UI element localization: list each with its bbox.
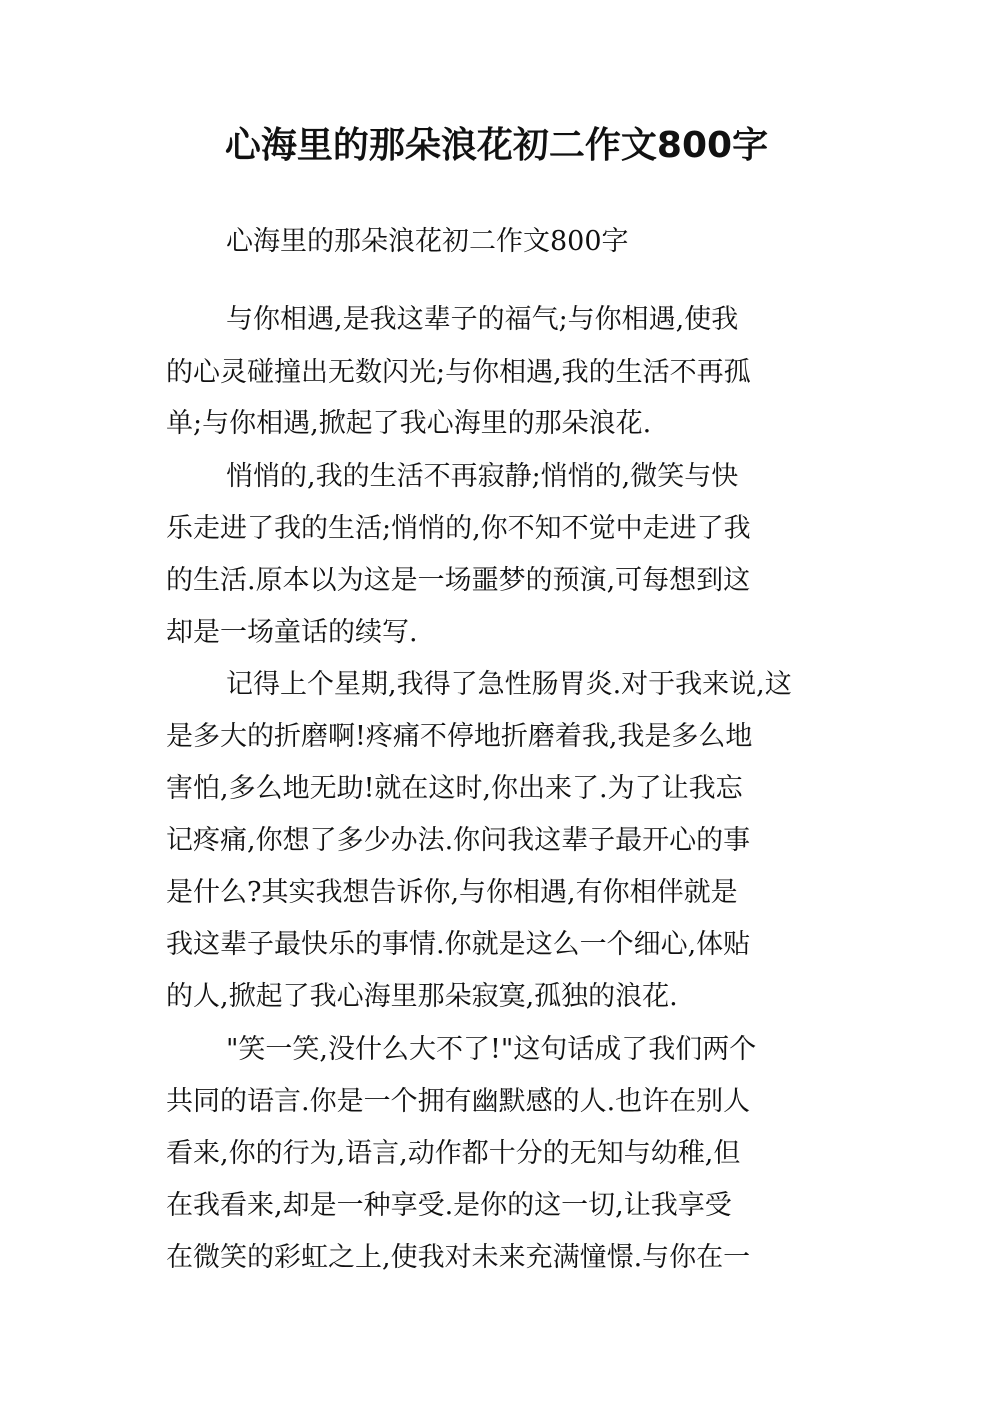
text-line: 的人,掀起了我心海里那朵寂寞,孤独的浪花. [166,981,678,1012]
subtitle-line: 心海里的那朵浪花初二作文800字 [226,226,629,257]
document-title: 心海里的那朵浪花初二作文800字 [224,125,769,166]
text-line: 的心灵碰撞出无数闪光;与你相遇,我的生活不再孤 [166,357,751,388]
text-line: 共同的语言.你是一个拥有幽默感的人.也许在别人 [166,1086,751,1117]
text-line: 我这辈子最快乐的事情.你就是这么一个细心,体贴 [166,929,751,960]
text-line: 是多大的折磨啊!疼痛不停地折磨着我,我是多么地 [166,721,753,752]
text-line: 与你相遇,是我这辈子的福气;与你相遇,使我 [226,304,739,335]
text-line: 看来,你的行为,语言,动作都十分的无知与幼稚,但 [166,1138,741,1169]
text-line: "笑一笑,没什么大不了!"这句话成了我们两个 [226,1034,757,1065]
text-line: 乐走进了我的生活;悄悄的,你不知不觉中走进了我 [166,513,751,544]
text-line: 在微笑的彩虹之上,使我对未来充满憧憬.与你在一 [166,1242,751,1273]
text-line: 却是一场童话的续写. [166,617,418,648]
text-line: 害怕,多么地无助!就在这时,你出来了.为了让我忘 [166,773,743,804]
text-line: 悄悄的,我的生活不再寂静;悄悄的,微笑与快 [226,461,739,492]
text-line: 记疼痛,你想了多少办法.你问我这辈子最开心的事 [166,825,751,856]
text-line: 的生活.原本以为这是一场噩梦的预演,可每想到这 [166,565,751,596]
text-line: 在我看来,却是一种享受.是你的这一切,让我享受 [166,1190,732,1221]
text-line: 单;与你相遇,掀起了我心海里的那朵浪花. [166,408,652,439]
text-line: 记得上个星期,我得了急性肠胃炎.对于我来说,这 [226,669,792,700]
text-line: 是什么?其实我想告诉你,与你相遇,有你相伴就是 [166,877,738,908]
